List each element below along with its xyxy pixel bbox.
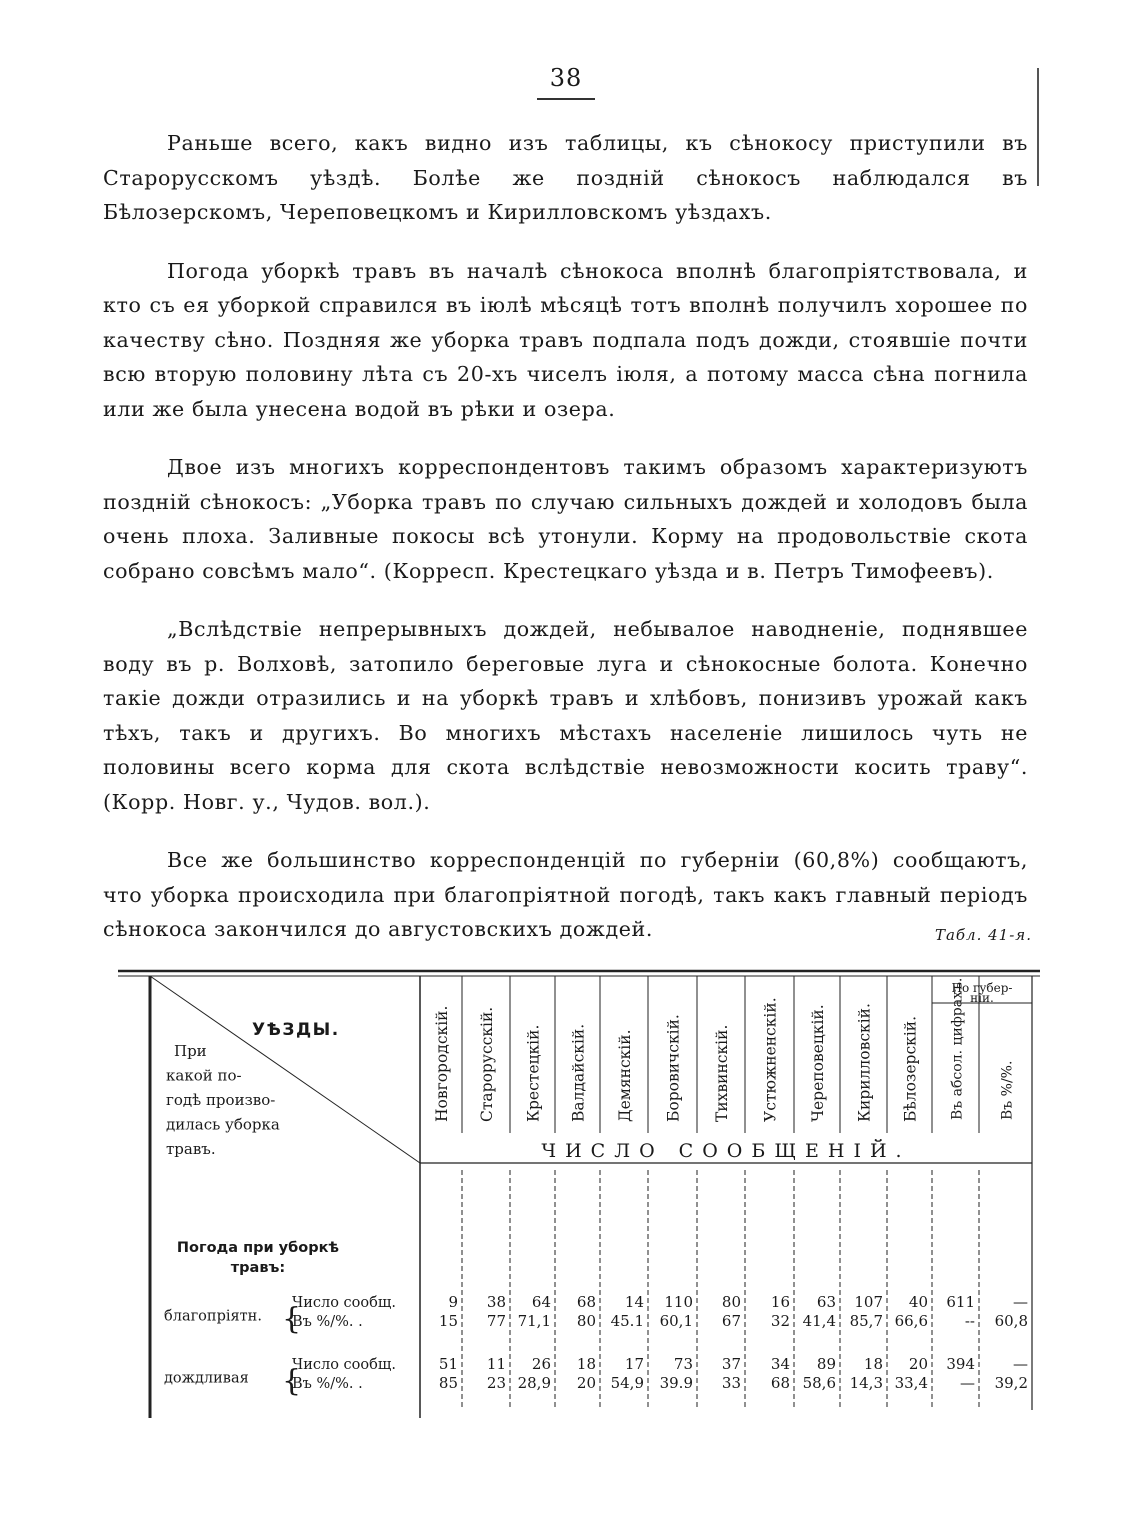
table-cell: 39.9 — [659, 1374, 693, 1392]
section-title-line: травъ: — [230, 1260, 286, 1276]
table-cell: 14,3 — [849, 1374, 883, 1392]
district-header: Бѣлозерскій. — [901, 1015, 920, 1122]
table-cell: 20 — [576, 1374, 596, 1392]
table-cell: 40 — [908, 1293, 928, 1311]
province-group-header-line: ніи. — [970, 991, 994, 1005]
table-cell: 63 — [816, 1293, 836, 1311]
table-cell: 611 — [946, 1293, 975, 1311]
corner-subheading-line: дилась уборка — [166, 1115, 280, 1134]
group-label: благопріятн. — [164, 1308, 262, 1325]
table-cell: — — [960, 1374, 975, 1392]
table-cell: 73 — [673, 1355, 693, 1373]
table-cell: 41,4 — [802, 1312, 836, 1330]
group-brace: { — [282, 1301, 302, 1337]
table-cell: 110 — [664, 1293, 693, 1311]
table-cell: 33,4 — [894, 1374, 928, 1392]
paragraph-1: Раньше всего, какъ видно изъ таблицы, къ сѣнокосу приступили въ Старорусскомъ уѣздѣ. Болѣе же поздній сѣнокосъ наблюдался въ Бѣлозерскомъ, Череповецкомъ и Кирилловскомъ уѣздахъ. — [103, 131, 1028, 224]
paragraph-4: „Вслѣдствіе непрерывныхъ дождей, небывалое наводненіе, поднявшее воду въ р. Волховѣ, затопило береговые луга и сѣнокосные болота. Конечно такіе дожди отразились и на уборкѣ травъ и хлѣбовъ, понизивъ урожай какъ тѣхъ, такъ и другихъ. Во многихъ мѣстахъ населеніе лишилось чуть не половины всего корма для скота вслѣдствіе невозможности косить траву“. (Корр. Новг. у., Чудов. вол.). — [103, 617, 1028, 814]
table-cell: 85 — [438, 1374, 458, 1392]
district-header: Кирилловскій. — [855, 1003, 874, 1122]
table-cell: 37 — [721, 1355, 741, 1373]
district-header: Валдайскій. — [569, 1023, 588, 1122]
district-header: Демянскій. — [616, 1029, 634, 1122]
table-cell: 45.1 — [610, 1312, 644, 1330]
table-cell: -- — [964, 1312, 975, 1330]
span-header: ЧИСЛО СООБЩЕНІЙ. — [541, 1140, 911, 1162]
table-cell: 11 — [486, 1355, 506, 1373]
district-header: Крестецкій. — [524, 1024, 543, 1122]
table-cell: 89 — [816, 1355, 836, 1373]
table-cell: 39,2 — [994, 1374, 1028, 1392]
table-cell: 58,6 — [802, 1374, 836, 1392]
province-col-header: Въ абсол. цифрахъ. — [949, 977, 966, 1120]
table-cell: 15 — [438, 1312, 458, 1330]
district-header: Боровичскій. — [664, 1014, 683, 1122]
corner-subheading-line: При — [174, 1042, 207, 1060]
table-cell: 67 — [721, 1312, 741, 1330]
table-cell: 14 — [624, 1293, 644, 1311]
district-header: Устюжненскій. — [761, 997, 780, 1122]
table-cell: 64 — [531, 1293, 551, 1311]
table-cell: 18 — [863, 1355, 883, 1373]
row-label: Въ %/%. . — [292, 1376, 363, 1392]
district-header: Новгородскій. — [433, 1005, 451, 1122]
table-cell: 16 — [770, 1293, 790, 1311]
table-cell: 66,6 — [894, 1312, 928, 1330]
table-cell: 107 — [854, 1293, 883, 1311]
table-cell: 32 — [770, 1312, 790, 1330]
table-cell: 68 — [770, 1374, 790, 1392]
table-cell: 54,9 — [610, 1374, 644, 1392]
corner-subheading-line: годѣ произво- — [166, 1091, 276, 1109]
district-header: Череповецкій. — [809, 1004, 827, 1122]
row-label: Число сообщ. — [292, 1295, 396, 1311]
table-cell: 60,1 — [659, 1312, 693, 1330]
table-cell: 60,8 — [994, 1312, 1028, 1330]
table-cell: 80 — [576, 1312, 596, 1330]
corner-heading: УѢЗДЫ. — [252, 1020, 340, 1040]
table-cell: 28,9 — [517, 1374, 551, 1392]
table-cell: 34 — [770, 1355, 790, 1373]
paragraph-3: Двое изъ многихъ корреспондентовъ такимъ образомъ характеризуютъ поздній сѣнокосъ: „Уборка травъ по случаю сильныхъ дождей и холодовъ была очень плоха. Заливные покосы всѣ утонули. Корму на продовольствіе скота собрано совсѣмъ мало“. (Корресп. Крестецкаго уѣзда и в. Петръ Тимофеевъ). — [103, 455, 1028, 583]
province-col-header: Въ %/%. — [999, 1060, 1016, 1120]
table-cell: 18 — [576, 1355, 596, 1373]
table-cell: 394 — [946, 1355, 975, 1373]
table-cell: 26 — [531, 1355, 551, 1373]
table-caption: Табл. 41-я. — [934, 926, 1032, 944]
corner-subheading-line: травъ. — [166, 1140, 216, 1158]
table-cell: 9 — [448, 1293, 458, 1311]
province-group-header-line: По губер- — [951, 981, 1013, 995]
corner-subheading-line: какой по- — [166, 1066, 242, 1085]
paragraph-2: Погода уборкѣ травъ въ началѣ сѣнокоса вполнѣ благопріятствовала, и кто съ ея уборкой справился въ іюлѣ мѣсяцѣ тотъ вполнѣ получилъ хорошее по качеству сѣно. Поздняя же уборка травъ подпала подъ дожди, стоявшіе почти всю вторую половину лѣта съ 20-хъ чиселъ іюля, а потому масса сѣна погнила или же была унесена водой въ рѣки и озера. — [103, 258, 1028, 421]
page-number: 38 — [549, 64, 583, 92]
table-cell: 33 — [721, 1374, 741, 1392]
table-cell: 68 — [576, 1293, 596, 1311]
district-header: Старорусскій. — [478, 1006, 496, 1122]
table-cell: — — [1013, 1293, 1028, 1311]
row-label: Въ %/%. . — [292, 1314, 363, 1330]
table-cell: 17 — [624, 1355, 644, 1373]
table-cell: 23 — [486, 1374, 506, 1392]
row-label: Число сообщ. — [292, 1357, 396, 1373]
table-cell: 71,1 — [517, 1312, 551, 1330]
table-cell: 38 — [486, 1293, 506, 1311]
group-label: дождливая — [164, 1370, 249, 1387]
table-cell: 51 — [438, 1355, 458, 1373]
table-cell: — — [1013, 1355, 1028, 1373]
district-header: Тихвинскій. — [713, 1024, 731, 1122]
section-title-line: Погода при уборкѣ — [176, 1240, 340, 1256]
table-cell: 80 — [721, 1293, 741, 1311]
table-cell: 77 — [486, 1312, 506, 1330]
group-brace: { — [282, 1363, 302, 1399]
table-cell: 85,7 — [849, 1312, 883, 1330]
paragraph-5: Все же большинство корреспонденцій по губерніи (60,8%) сообщаютъ, что уборка происходила при благопріятной погодѣ, такъ какъ главный періодъ сѣнокоса закончился до августовскихъ дождей. — [103, 848, 1028, 941]
table-cell: 20 — [908, 1355, 928, 1373]
